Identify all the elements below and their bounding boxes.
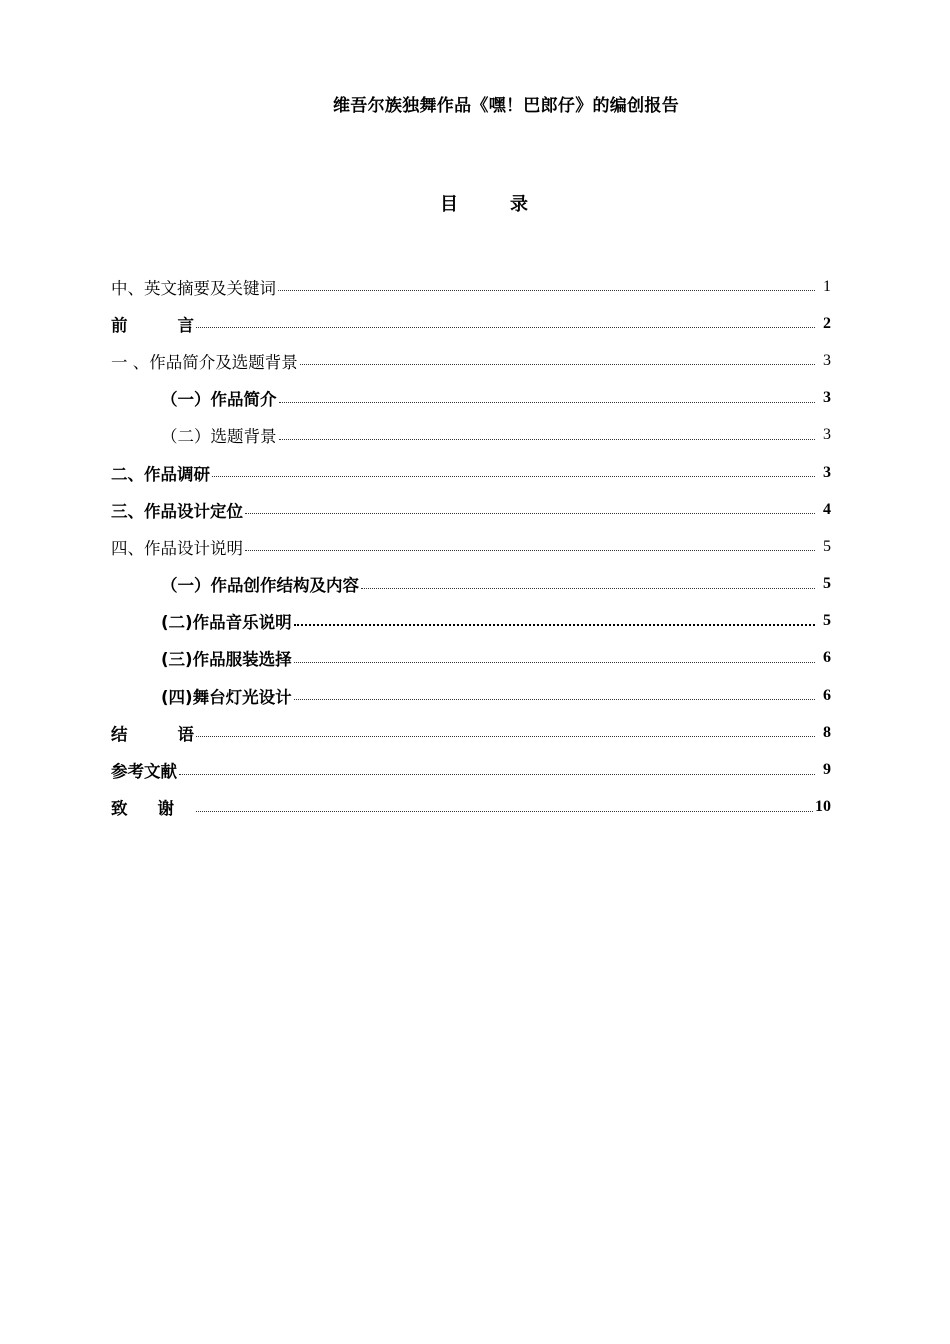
dot-leader (300, 364, 815, 365)
toc-entry-label: （一）作品创作结构及内容 (161, 576, 359, 596)
toc-entry-section-4-3[interactable] (111, 640, 831, 677)
toc-entry-label: 前 言 (111, 315, 194, 335)
toc-entry-abstract[interactable] (111, 268, 831, 305)
dot-leader (179, 774, 815, 775)
toc-entry-section-4-1[interactable] (111, 566, 831, 603)
toc-entry-label: 中、英文摘要及关键词 (111, 278, 276, 298)
dot-leader (294, 662, 815, 663)
toc-entry-section-4-4[interactable] (111, 677, 831, 714)
toc-entry-page: 9 (823, 761, 831, 779)
dot-leader (196, 327, 815, 328)
toc-entry-label: 致 谢 (111, 799, 174, 819)
toc-entry-page: 4 (823, 500, 831, 518)
toc-entry-section-1[interactable] (111, 342, 831, 379)
toc-entry-page: 5 (823, 575, 831, 593)
table-of-contents (111, 268, 831, 826)
toc-entry-page: 3 (823, 463, 831, 481)
toc-entry-label: （二）选题背景 (161, 427, 277, 447)
toc-entry-section-4-2[interactable] (111, 603, 831, 640)
toc-entry-label: 二、作品调研 (111, 464, 210, 484)
dot-leader (278, 290, 815, 291)
toc-heading-char-1: 目 (440, 194, 458, 215)
toc-entry-label: 三、作品设计定位 (111, 501, 243, 521)
toc-entry-references[interactable] (111, 751, 831, 788)
document-title: 维吾尔族独舞作品《嘿！巴郎仔》的编创报告 (333, 96, 679, 116)
toc-entry-label: 四、作品设计说明 (111, 538, 243, 558)
toc-entry-acknowledgements[interactable] (111, 789, 831, 826)
toc-entry-section-3[interactable] (111, 491, 831, 528)
dot-leader (361, 588, 815, 589)
toc-entry-label: 一 、作品简介及选题背景 (111, 352, 298, 372)
toc-entry-page: 6 (823, 686, 831, 704)
dot-leader (196, 811, 813, 812)
toc-entry-page: 2 (823, 314, 831, 332)
toc-entry-label: 结 语 (111, 724, 194, 744)
toc-entry-page: 5 (823, 537, 831, 555)
toc-entry-page: 5 (823, 612, 831, 630)
toc-entry-section-1-2[interactable] (111, 417, 831, 454)
dot-leader (245, 550, 815, 551)
toc-entry-page: 3 (823, 426, 831, 444)
dot-leader (279, 439, 816, 440)
toc-heading-char-2: 录 (510, 194, 528, 215)
toc-entry-label: (四)舞台灯光设计 (161, 687, 292, 707)
dot-leader (279, 402, 816, 403)
dot-leader (294, 699, 815, 700)
toc-entry-preface[interactable] (111, 305, 831, 342)
toc-entry-conclusion[interactable] (111, 714, 831, 751)
toc-heading (440, 190, 528, 216)
toc-entry-section-1-1[interactable] (111, 380, 831, 417)
toc-entry-label: （一）作品简介 (161, 390, 277, 410)
dot-leader (212, 476, 815, 477)
dot-leader (245, 513, 815, 514)
toc-entry-page: 10 (815, 798, 831, 816)
toc-entry-section-2[interactable] (111, 454, 831, 491)
toc-entry-label: (二)作品音乐说明 (161, 613, 292, 633)
toc-entry-label: (三)作品服装选择 (161, 650, 292, 670)
toc-entry-section-4[interactable] (111, 528, 831, 565)
toc-entry-page: 1 (823, 277, 831, 295)
dot-leader (294, 624, 815, 626)
dot-leader (196, 736, 815, 737)
toc-entry-page: 3 (823, 351, 831, 369)
toc-entry-page: 6 (823, 649, 831, 667)
toc-entry-page: 3 (823, 389, 831, 407)
toc-entry-label: 参考文献 (111, 762, 177, 782)
toc-entry-page: 8 (823, 723, 831, 741)
